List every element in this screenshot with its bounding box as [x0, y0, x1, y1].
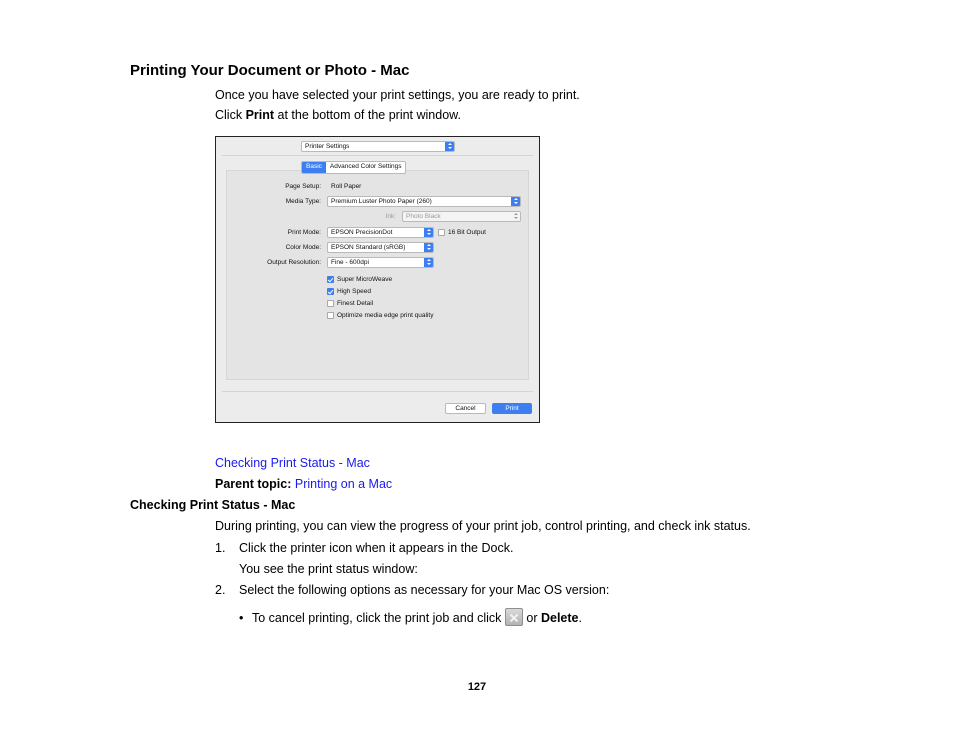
- step-prefix: Click: [215, 108, 246, 122]
- select-stepper-icon: [511, 211, 521, 222]
- print-mode-select[interactable]: [327, 227, 434, 238]
- tab-advanced-color-settings[interactable]: Advanced Color Settings: [329, 163, 402, 170]
- tab-basic[interactable]: Basic: [302, 162, 326, 173]
- print-mode-value: EPSON PrecisionDot: [331, 229, 393, 236]
- printer-settings-value: Printer Settings: [305, 143, 350, 150]
- bullet-delete: Delete: [540, 611, 579, 625]
- page-setup-value: Roll Paper: [331, 183, 362, 190]
- select-stepper-icon: [424, 257, 434, 268]
- media-type-label: Media Type:: [285, 198, 321, 205]
- step1-result: You see the print status window:: [239, 562, 418, 576]
- printer-settings-select[interactable]: [301, 141, 455, 152]
- select-stepper-icon: [424, 242, 434, 253]
- step-bold: Print: [245, 108, 275, 122]
- output-resolution-select[interactable]: [327, 257, 434, 268]
- close-icon: [505, 608, 523, 626]
- section-title-printing: Printing Your Document or Photo - Mac: [130, 62, 410, 79]
- step2-text: Select the following options as necessary for your Mac OS version:: [239, 583, 610, 597]
- optimize-edge-checkbox[interactable]: [327, 312, 334, 319]
- step-suffix: at the bottom of the print window.: [274, 108, 461, 122]
- output-resolution-value: Fine - 600dpi: [331, 259, 369, 266]
- step1-text: Click the printer icon when it appears in the Dock.: [239, 541, 514, 555]
- finest-detail-checkbox[interactable]: [327, 300, 334, 307]
- section-title-checking-status: Checking Print Status - Mac: [130, 498, 296, 512]
- section2-intro: During printing, you can view the progress of your print job, control printing, and check ink status.: [215, 519, 751, 533]
- bullet-prefix: To cancel printing, click the print job and click: [252, 611, 505, 625]
- parent-topic-link[interactable]: Printing on a Mac: [294, 477, 393, 491]
- color-mode-value: EPSON Standard (sRGB): [331, 244, 406, 251]
- media-type-select[interactable]: [327, 196, 521, 207]
- high-speed-label: High Speed: [337, 288, 371, 295]
- color-mode-label: Color Mode:: [285, 244, 321, 251]
- settings-tabs: [301, 161, 406, 174]
- select-stepper-icon: [424, 227, 434, 238]
- print-button[interactable]: Print: [492, 403, 532, 414]
- select-stepper-icon: [445, 141, 455, 152]
- color-mode-select[interactable]: [327, 242, 434, 253]
- media-type-value: Premium Luster Photo Paper (260): [331, 198, 432, 205]
- bullet-or: or: [522, 611, 541, 625]
- bullet-cancel-printing: [252, 607, 582, 629]
- page-setup-label: Page Setup:: [285, 183, 321, 190]
- bit16-checkbox[interactable]: [438, 229, 445, 236]
- ink-label: Ink:: [385, 213, 396, 220]
- parent-topic-label: Parent topic:: [215, 477, 292, 491]
- ink-value: Photo Black: [406, 213, 441, 220]
- high-speed-checkbox[interactable]: [327, 288, 334, 295]
- step1-number: 1.: [215, 541, 226, 555]
- divider: [222, 155, 533, 156]
- optimize-edge-label: Optimize media edge print quality: [337, 312, 434, 319]
- step2-number: 2.: [215, 583, 226, 597]
- page-number: 127: [467, 681, 487, 693]
- bit16-label: 16 Bit Output: [448, 229, 486, 236]
- divider: [222, 391, 533, 392]
- bullet-mark: •: [239, 611, 244, 625]
- super-microweave-checkbox[interactable]: [327, 276, 334, 283]
- intro-text: Once you have selected your print settings, you are ready to print.: [215, 88, 580, 102]
- cancel-button[interactable]: Cancel: [445, 403, 486, 414]
- super-microweave-label: Super MicroWeave: [337, 276, 393, 283]
- print-mode-label: Print Mode:: [287, 229, 321, 236]
- bullet-end: .: [578, 611, 582, 625]
- checking-print-status-link[interactable]: Checking Print Status - Mac: [215, 456, 370, 470]
- finest-detail-label: Finest Detail: [337, 300, 374, 307]
- step-click-print: [215, 108, 461, 122]
- print-dialog-screenshot: [215, 136, 540, 423]
- ink-select: [402, 211, 521, 222]
- output-resolution-label: Output Resolution:: [267, 259, 321, 266]
- parent-topic: [215, 477, 392, 491]
- select-stepper-icon: [511, 196, 521, 207]
